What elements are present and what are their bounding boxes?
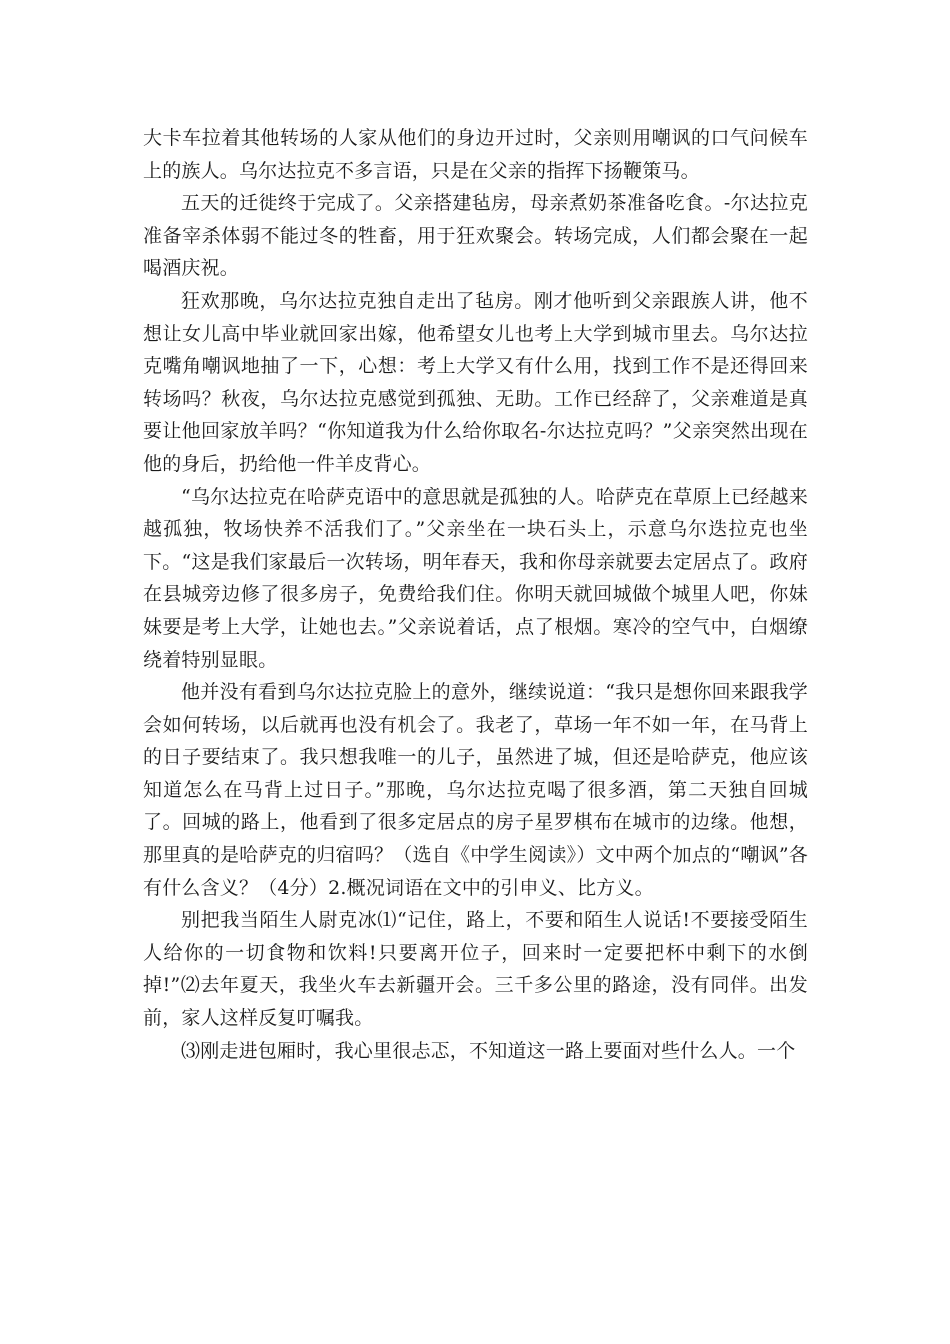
paragraph-3: 狂欢那晚，乌尔达拉克独自走出了毡房。刚才他听到父亲跟族人讲，他不想让女儿高中毕业就回家出嫁，他希望女儿也考上大学到城市里去。乌尔达拉克嘴角嘲讽地抽了一下，心想：考上大学又有什么用，找到工作不是还得回来转场吗？秋夜，乌尔达拉克感觉到孤独、无助。工作已经辞了，父亲难道是真要让他回家放羊吗？“你知道我为什么给你取名-尔达拉克吗？”父亲突然出现在他的身后，扔给他一件羊皮背心。 <box>143 289 808 475</box>
document-body <box>143 122 808 1067</box>
paragraph-7: ⑶刚走进包厢时，我心里很忐忑，不知道这一路上要面对些什么人。一个 <box>181 1039 796 1062</box>
paragraph-2: 五天的迁徙终于完成了。父亲搭建毡房，母亲煮奶茶准备吃食。-尔达拉克准备宰杀体弱不能过冬的牲畜，用于狂欢聚会。转场完成，人们都会聚在一起喝酒庆祝。 <box>143 192 808 280</box>
paragraph-5: 他并没有看到乌尔达拉克脸上的意外，继续说道：“我只是想你回来跟我学会如何转场，以后就再也没有机会了。我老了，草场一年不如一年，在马背上的日子要结束了。我只想我唯一的儿子，虽然进了城，但还是哈萨克，他应该知道怎么在马背上过日子。”那晚，乌尔达拉克喝了很多酒，第二天独自回城了。回城的路上，他看到了很多定居点的房子星罗棋布在城市的边缘。他想，那里真的是哈萨克的归宿吗？（选自《中学生阅读》）文中两个加点的“嘲讽”各有什么含义？（4分）2.概况词语在文中的引申义、比方义。 <box>143 681 808 899</box>
paragraph-1: 大卡车拉着其他转场的人家从他们的身边开过时，父亲则用嘲讽的口气问候车上的族人。乌尔达拉克不多言语，只是在父亲的指挥下扬鞭策马。 <box>143 127 808 182</box>
paragraph-4: “乌尔达拉克在哈萨克语中的意思就是孤独的人。哈萨克在草原上已经越来越孤独，牧场快养不活我们了。”父亲坐在一块石头上，示意乌尔迭拉克也坐下。“这是我们家最后一次转场，明年春天，我和你母亲就要去定居点了。政府在县城旁边修了很多房子，免费给我们住。你明天就回城做个城里人吧，你妹妹要是考上大学，让她也去。”父亲说着话，点了根烟。寒冷的空气中，白烟缭绕着特别显眼。 <box>143 485 808 671</box>
paragraph-6: 别把我当陌生人尉克冰⑴“记住，路上，不要和陌生人说话!不要接受陌生人给你的一切食物和饮料!只要离开位子，回来时一定要把杯中剩下的水倒掉!”⑵去年夏天，我坐火车去新疆开会。三千多公里的路途，没有同伴。出发前，家人这样反复叮嘱我。 <box>143 909 808 1030</box>
